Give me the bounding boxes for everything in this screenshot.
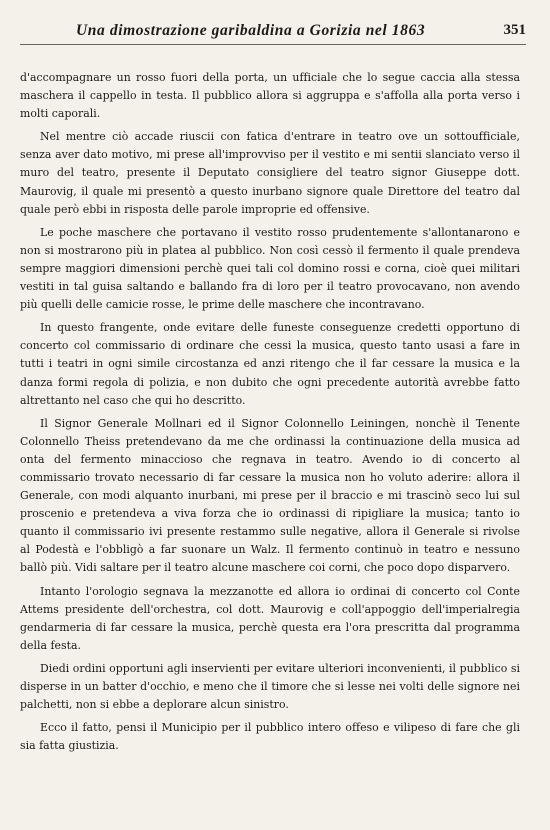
paragraph: In questo frangente, onde evitare delle funeste conseguenze credetti opportuno di concerto col commissario di ordinare che cessi la musica, questo tanto usasi a fare in tutti i teatri in ogni simile circostanza ed anzi ritengo che il far cessare la musica e la danza formi regola di polizia, e non dubito che ogni precedente autorità avrebbe fatto altrettanto nel caso che qui ho descritto. [20, 321, 520, 407]
body-text [20, 69, 520, 755]
page-number: 351 [503, 22, 526, 38]
paragraph: Diedi ordini opportuni agli inservienti per evitare ulteriori inconvenienti, il pubblico si disperse in un batter d'occhio, e meno che il timore che si lesse nei volti delle signore nei palchetti, non si ebbe a deplorare alcun sinistro. [20, 661, 520, 712]
running-title: Una dimostrazione garibaldina a Gorizia nel 1863 [76, 22, 426, 39]
paragraph: Intanto l'orologio segnava la mezzanotte ed allora io ordinai di concerto col Conte Attems presidente dell'orchestra, col dott. Maurovig e coll'appoggio dell'imperialregia gendarmeria di far cessare la musica, perchè questa era l'ora prescritta dal programma della festa. [20, 584, 520, 652]
paragraph: d'accompagnare un rosso fuori della porta, un ufficiale che lo segue caccia alla stessa maschera il cappello in testa. Il pubblico allora si aggruppa e s'affolla alla porta verso i molti caporali. [20, 71, 520, 121]
paragraph: Le poche maschere che portavano il vestito rosso prudentemente s'allontanarono e non si mostrarono più in platea al pubblico. Non così cessò il fermento il quale prendeva sempre maggiori dimensioni perchè quei tali col domino rossi e corna, cioè quei militari vestiti in tal guisa saltando e ballando fra di loro per il teatro provocavano, non avendo più quelli delle camicie rosse, le prime delle maschere che incontravano. [20, 225, 520, 312]
paragraph: Ecco il fatto, pensi il Municipio per il pubblico intero offeso e vilipeso di fare che gli sia fatta giustizia. [20, 721, 520, 753]
paragraph: Il Signor Generale Mollnari ed il Signor Colonnello Leiningen, nonchè il Tenente Colonnello Theiss pretendevano da me che ordinassi la continuazione della musica ad onta del fermento minaccioso che regnava in teatro. Avendo io di concerto al commissario trovato necessario di far cessare la musica non ho voluto aderire: allora il Generale, con modi alquanto inurbani, mi prese per il braccio e mi trascinò seco lui sul proscenio e pretendeva a viva forza che io ordinassi di ripigliare la musica; tanto io quanto il commissario ivi presente restammo sulle negative, allora il Generale si rivolse al Podestà e l'obbligò a far suonare un Walz. Il fermento continuò in teatro e nessuno ballò più. Vidi saltare per il teatro alcune maschere coi corni, che poco dopo disparvero. [20, 416, 520, 575]
paragraph: Nel mentre ciò accade riuscii con fatica d'entrare in teatro ove un sottoufficiale, senza aver dato motivo, mi prese all'improvviso per il vestito e mi sentii slanciato verso il muro del teatro, presente il Deputato consigliere del teatro signor Giuseppe dott. Maurovig, il quale mi presentò a questo inurbano signore quale Direttore del teatro dal quale però ebbi in risposta delle parole improprie ed offensive. [20, 130, 520, 216]
page-header [20, 0, 526, 45]
